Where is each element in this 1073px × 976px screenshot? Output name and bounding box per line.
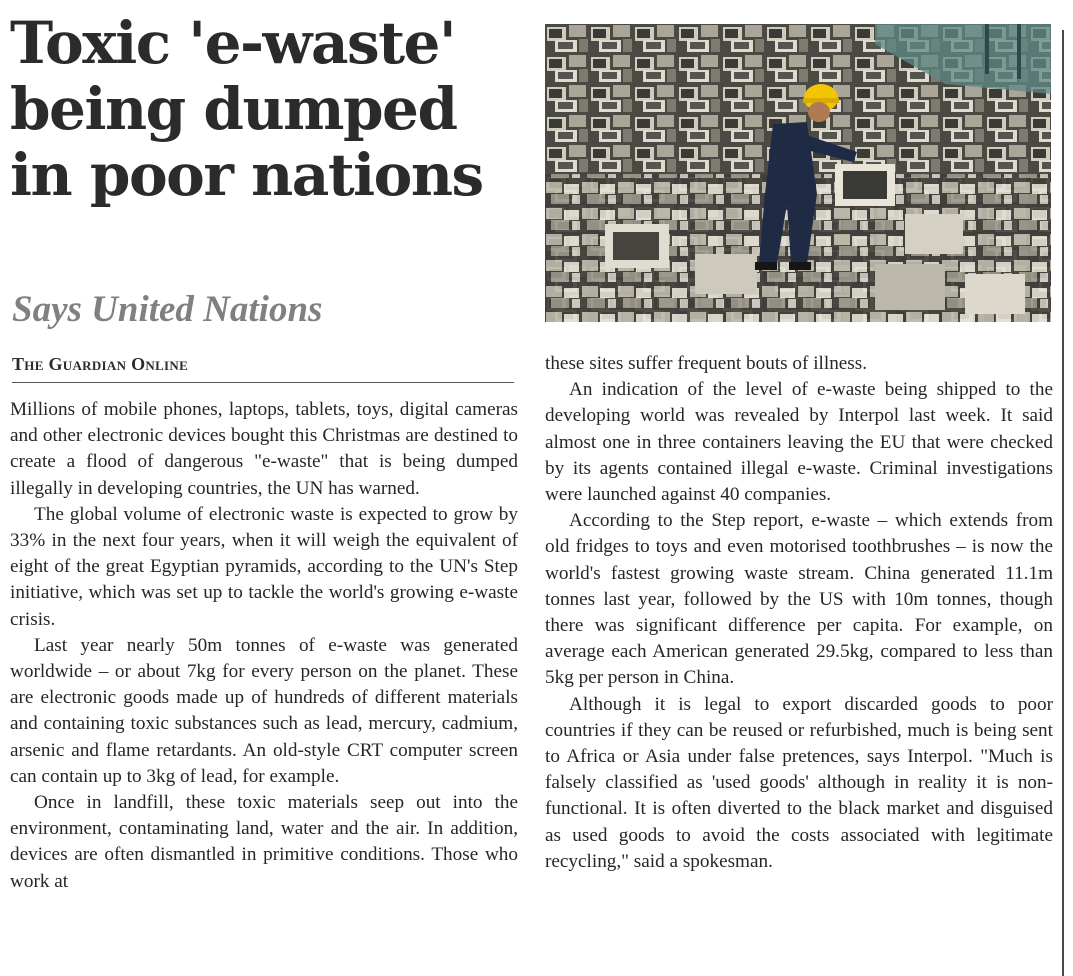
paragraph: Last year nearly 50m tonnes of e-waste was generated worldwide – or about 7kg for every person on the planet. These are electronic goods made up of hundreds of different materials and containing toxic substances such as lead, mercury, cadmium, arsenic and flame retardants. An old-style CRT computer screen can contain up to 3kg of lead, for example. (10, 634, 518, 787)
byline: The Guardian Online (12, 354, 514, 383)
paragraph: Although it is legal to export discarded goods to poor countries if they can be reused or refurbished, much is being sent to Africa or Asia under false pretences, says Interpol. "Much is falsely classified as 'used goods' although in reality it is non-functional. It is often diverted to the black market and disguised as used goods to avoid the costs associated with legitimate recycling," said a spokesman. (545, 693, 1053, 872)
paragraph: Millions of mobile phones, laptops, tablets, toys, digital cameras and other electronic devices bought this Christmas are destined to create a flood of dangerous "e-waste" that is being dumped illegally in developing countries, the UN has warned. (10, 399, 518, 499)
article-column-1 (10, 397, 518, 895)
column-rule (1062, 30, 1064, 976)
paragraph: Once in landfill, these toxic materials seep out into the environment, contaminating land, water and the air. In addition, devices are often dismantled in primitive conditions. Those who work at (10, 792, 518, 892)
paragraph: According to the Step report, e-waste – which extends from old fridges to toys and even motorised toothbrushes – is now the world's fastest growing waste stream. China generated 11.1m tonnes last year, followed by the US with 10m tonnes, though there was significant difference per capita. For example, on average each American generated 29.5kg, compared to less than 5kg per person in China. (545, 510, 1053, 689)
deck-subtitle: Says United Nations (12, 289, 323, 330)
article-column-2 (545, 351, 1053, 875)
headline: Toxic 'e-waste' being dumped in poor nations (10, 9, 483, 209)
paragraph: these sites suffer frequent bouts of illness. (545, 353, 868, 374)
ewaste-warehouse-photo (545, 24, 1051, 322)
paragraph: An indication of the level of e-waste being shipped to the developing world was revealed by Interpol last week. It said almost one in three containers leaving the EU that were checked by its agents contained illegal e-waste. Criminal investigations were launched against 40 companies. (545, 379, 1053, 506)
paragraph: The global volume of electronic waste is expected to grow by 33% in the next four years, when it will weigh the equivalent of eight of the great Egyptian pyramids, according to the UN's Step initiative, which was set up to tackle the world's growing e-waste crisis. (10, 503, 518, 630)
